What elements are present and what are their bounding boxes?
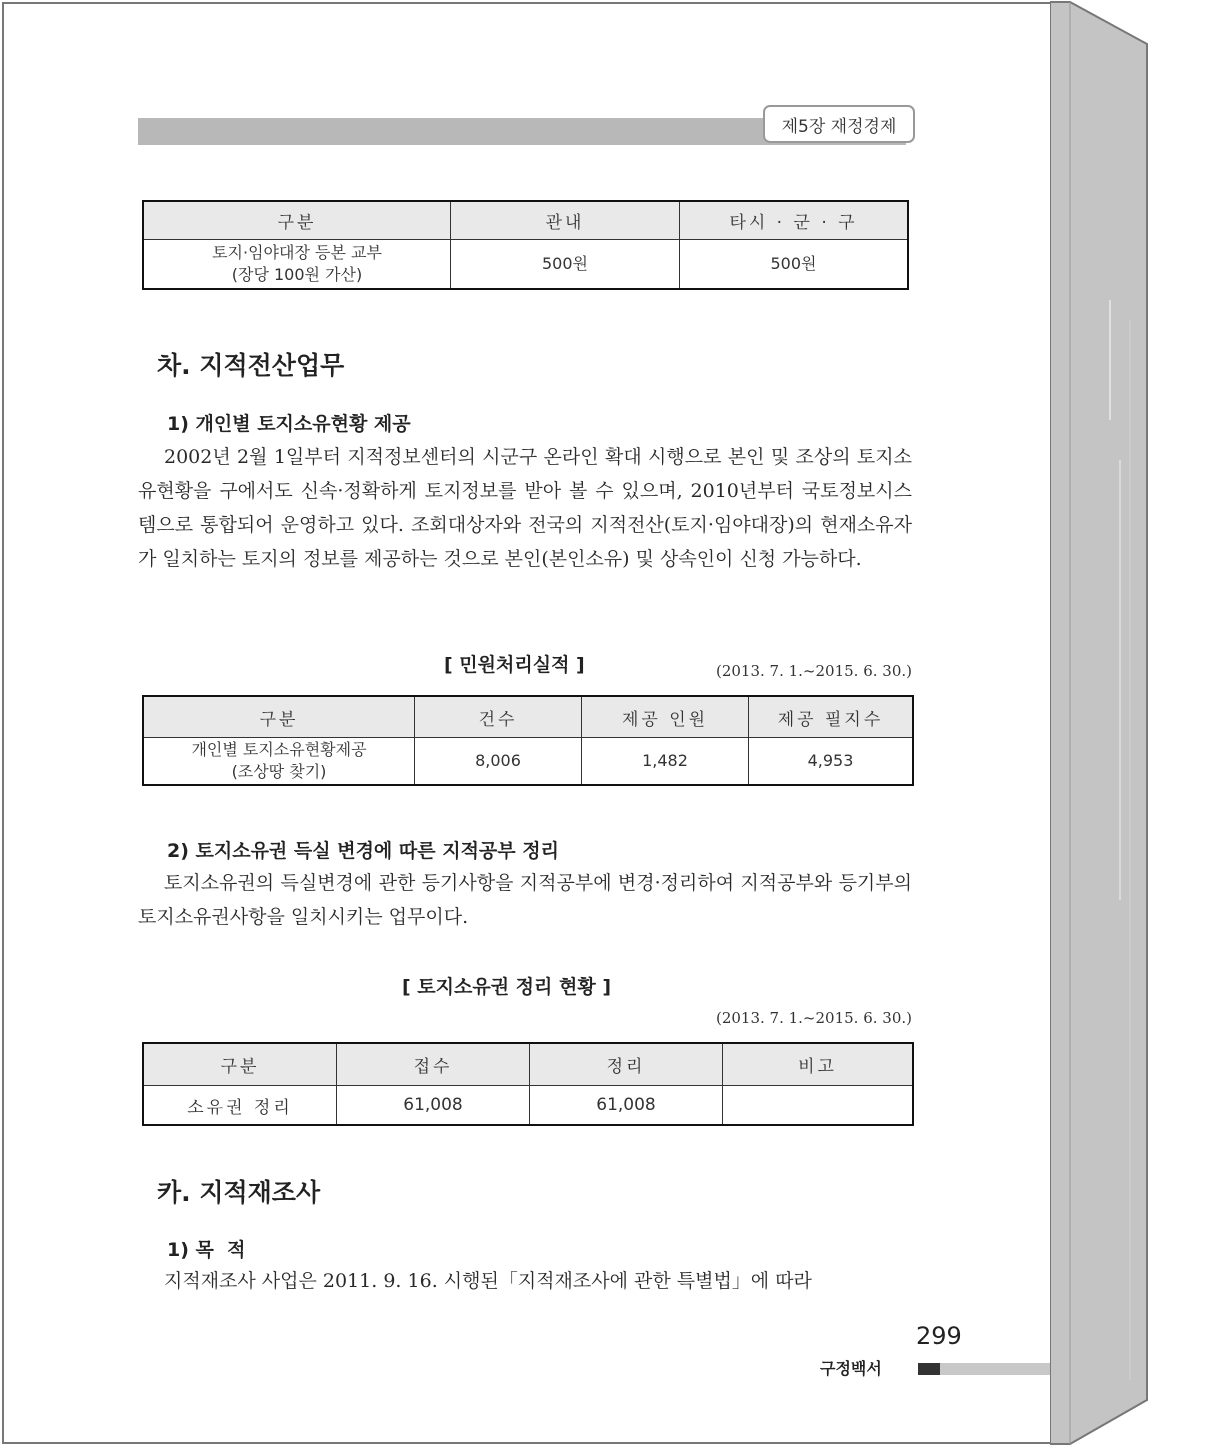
fee-table-header: 타시 · 군 · 구 bbox=[680, 201, 909, 240]
civil-table-header: 구분 bbox=[143, 696, 415, 738]
ownership-item-cell: 소유권 정리 bbox=[143, 1086, 337, 1126]
civil-people-cell: 1,482 bbox=[582, 738, 749, 786]
civil-table-header: 제공 필지수 bbox=[749, 696, 914, 738]
table-period-2: (2013. 7. 1.~2015. 6. 30.) bbox=[715, 1009, 912, 1027]
ownership-table-header: 정리 bbox=[530, 1043, 723, 1086]
page-number: 299 bbox=[916, 1322, 962, 1350]
footer-bar bbox=[940, 1363, 1050, 1375]
section-title-cha: 차. 지적전산업무 bbox=[157, 351, 345, 380]
ownership-table-header: 비고 bbox=[723, 1043, 914, 1086]
civil-table-header: 제공 인원 bbox=[582, 696, 749, 738]
fee-local-cell: 500원 bbox=[451, 240, 680, 290]
table-period-1: (2013. 7. 1.~2015. 6. 30.) bbox=[715, 662, 912, 680]
subsection-title-1: 1) 개인별 토지소유현황 제공 bbox=[167, 413, 411, 435]
chapter-tab: 제5장 재정경제 bbox=[763, 105, 915, 143]
fee-table bbox=[142, 200, 909, 290]
fee-table-header: 관내 bbox=[451, 201, 680, 240]
ownership-received-cell: 61,008 bbox=[337, 1086, 530, 1126]
fee-item-label: 토지·임야대장 등본 교부 bbox=[212, 243, 382, 262]
ownership-table-header: 접수 bbox=[337, 1043, 530, 1086]
fee-other-cell: 500원 bbox=[680, 240, 909, 290]
section-title-ka: 카. 지적재조사 bbox=[157, 1178, 321, 1207]
paragraph-1: 2002년 2월 1일부터 지적정보센터의 시군구 온라인 확대 시행으로 본인 및 조상의 토지소유현황을 구에서도 신속·정확하게 토지정보를 받아 볼 수 있으며, 2010년부터 국토정보시스템으로 통합되어 운영하고 있다. 조회대상자와 전국의 지적전산(토지·임야대장)의 현재소유자가 일치하는 토지의 정보를 제공하는 것으로 본인(본인소유) 및 상속인이 신청 가능하다. bbox=[138, 446, 912, 570]
table-caption-1: [ 민원처리실적 ] bbox=[444, 654, 585, 676]
civil-item-cell bbox=[143, 738, 415, 786]
ownership-processed-cell: 61,008 bbox=[530, 1086, 723, 1126]
footer-marker bbox=[918, 1363, 940, 1375]
subsection-title-purpose: 1) 목 적 bbox=[167, 1239, 246, 1261]
fee-table-header: 구분 bbox=[143, 201, 451, 240]
paragraph-3: 지적재조사 사업은 2011. 9. 16. 시행된「지적재조사에 관한 특별법」에 따라 bbox=[164, 1270, 812, 1292]
ownership-note-cell bbox=[723, 1086, 914, 1126]
paragraph-2: 토지소유권의 득실변경에 관한 등기사항을 지적공부에 변경·정리하여 지적공부와 등기부의 토지소유권사항을 일치시키는 업무이다. bbox=[138, 872, 912, 928]
civil-table-header: 건수 bbox=[415, 696, 582, 738]
civil-service-table bbox=[142, 695, 914, 786]
ownership-table bbox=[142, 1042, 914, 1126]
civil-count-cell: 8,006 bbox=[415, 738, 582, 786]
ownership-table-header: 구분 bbox=[143, 1043, 337, 1086]
civil-item-label: 개인별 토지소유현황제공 bbox=[191, 740, 367, 759]
table-row bbox=[143, 1086, 913, 1126]
fee-item-note: (장당 100원 가산) bbox=[231, 265, 363, 284]
book-title: 구정백서 bbox=[820, 1359, 882, 1378]
table-caption-2: [ 토지소유권 정리 현황 ] bbox=[402, 976, 612, 998]
book-page-edges bbox=[1050, 0, 1215, 1446]
table-row bbox=[143, 738, 913, 786]
fee-item-cell bbox=[143, 240, 451, 290]
civil-parcels-cell: 4,953 bbox=[749, 738, 914, 786]
subsection-title-2: 2) 토지소유권 득실 변경에 따른 지적공부 정리 bbox=[167, 840, 559, 862]
table-row bbox=[143, 240, 908, 290]
civil-item-note: (조상땅 찾기) bbox=[231, 762, 327, 781]
